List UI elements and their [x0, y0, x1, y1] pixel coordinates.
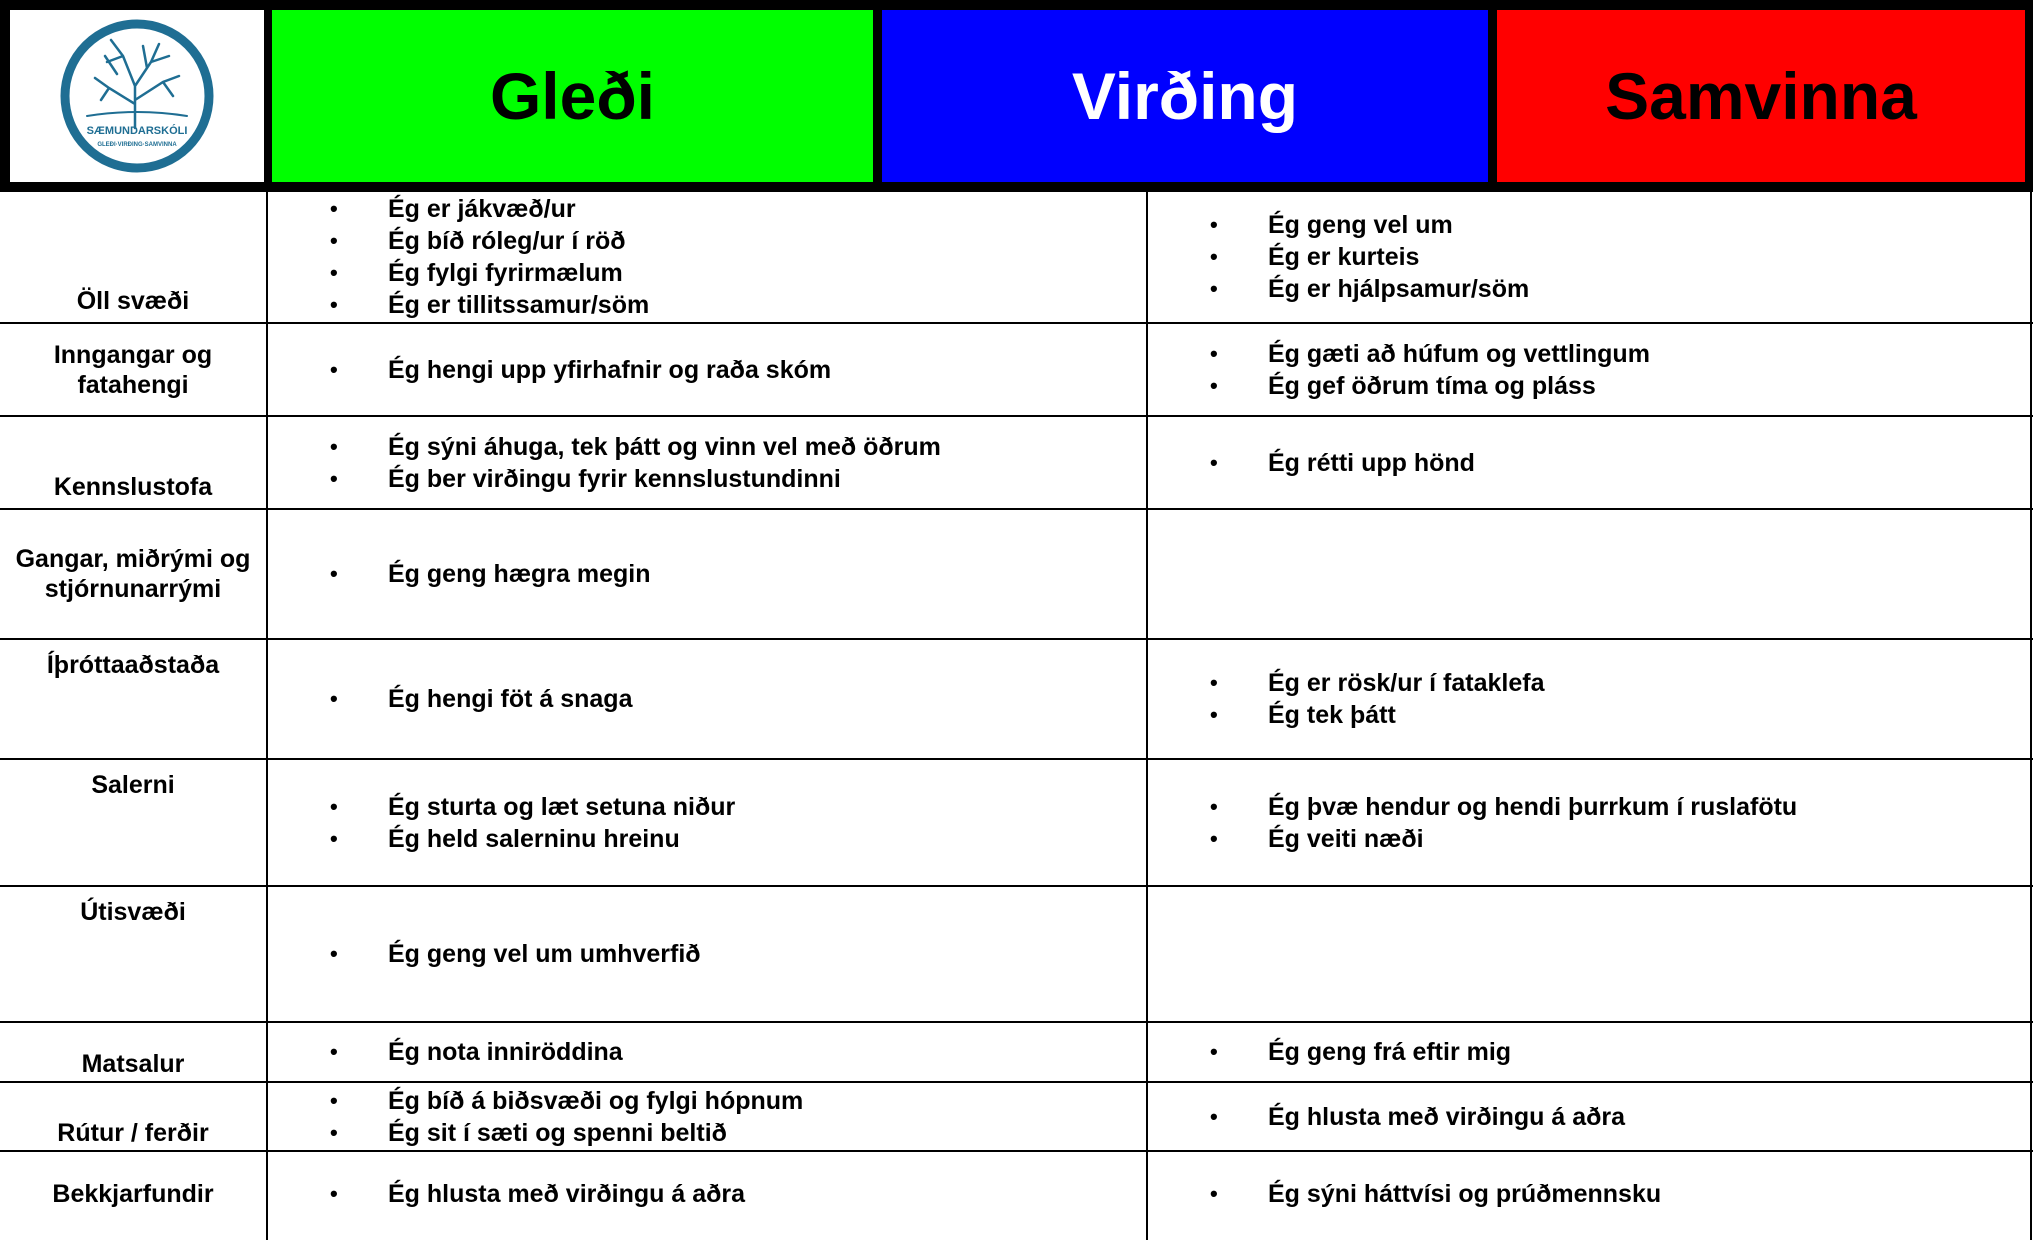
- logo-name: SÆMUNDARSKÓLI: [86, 125, 188, 137]
- left-cell: [330, 510, 651, 638]
- row-divider: [0, 885, 2033, 887]
- list-item: • Ég sýni áhuga, tek þátt og vinn vel með öðrum: [330, 431, 941, 463]
- row-divider: [0, 1081, 2033, 1083]
- list-item: • Ég þvæ hendur og hendi þurrkum í ruslafötu: [1210, 791, 1797, 823]
- list-item: • Ég hlusta með virðingu á aðra: [1210, 1101, 1625, 1133]
- zone-label: Útisvæði: [80, 898, 186, 926]
- header-bar: [0, 0, 2033, 192]
- column-header-gledi: Gleði: [272, 10, 873, 182]
- right-cell: [1210, 192, 1529, 322]
- list-item: • Ég tek þátt: [1210, 699, 1545, 731]
- list-item: • Ég er jákvæð/ur: [330, 193, 649, 225]
- left-cell: [330, 1083, 803, 1150]
- logo-tagline: GLEÐI·VIRÐING·SAMVINNA: [97, 142, 177, 148]
- list-item: • Ég hlusta með virðingu á aðra: [330, 1178, 745, 1210]
- list-item: • Ég geng frá eftir mig: [1210, 1036, 1511, 1068]
- row-divider: [0, 1021, 2033, 1023]
- list-item: • Ég ber virðingu fyrir kennslustundinni: [330, 463, 941, 495]
- zone-label: Rútur / ferðir: [57, 1119, 209, 1147]
- list-item: • Ég sturta og læt setuna niður: [330, 791, 735, 823]
- row-divider: [0, 415, 2033, 417]
- row-divider: [0, 508, 2033, 510]
- left-cell: [330, 417, 941, 508]
- zone-label: Inngangar og fatahengi: [53, 340, 213, 399]
- list-item: • Ég er hjálpsamur/söm: [1210, 273, 1529, 305]
- zone-label: Matsalur: [81, 1050, 185, 1078]
- list-item: • Ég er rösk/ur í fataklefa: [1210, 667, 1545, 699]
- right-cell: [1210, 417, 1475, 508]
- matrix-table: [0, 192, 2033, 1240]
- list-item: • Ég sýni háttvísi og prúðmennsku: [1210, 1178, 1661, 1210]
- list-item: • Ég geng hægra megin: [330, 558, 651, 590]
- left-cell: [330, 1152, 745, 1236]
- row-divider: [0, 322, 2033, 324]
- list-item: • Ég fylgi fyrirmælum: [330, 257, 649, 289]
- right-cell: [1210, 324, 1650, 415]
- list-item: • Ég sit í sæti og spenni beltið: [330, 1117, 803, 1149]
- right-cell: [1210, 1023, 1511, 1081]
- zone-label: Gangar, miðrými og stjórnunarrými: [15, 545, 251, 603]
- list-item: • Ég rétti upp hönd: [1210, 447, 1475, 479]
- list-item: • Ég veiti næði: [1210, 823, 1797, 855]
- zone-label: Bekkjarfundir: [52, 1180, 214, 1208]
- row-divider: [0, 1150, 2033, 1152]
- row-divider: [0, 638, 2033, 640]
- list-item: • Ég bíð róleg/ur í röð: [330, 225, 649, 257]
- list-item: • Ég bíð á biðsvæði og fylgi hópnum: [330, 1085, 803, 1117]
- list-item: • Ég gæti að húfum og vettlingum: [1210, 338, 1650, 370]
- list-item: • Ég geng vel um umhverfið: [330, 938, 701, 970]
- right-cell: [1210, 1152, 1661, 1236]
- list-item: • Ég er kurteis: [1210, 241, 1529, 273]
- zone-label: Öll svæði: [76, 287, 190, 315]
- left-cell: [330, 324, 831, 415]
- column-header-samvinna: Samvinna: [1497, 10, 2025, 182]
- left-cell: [330, 1023, 623, 1081]
- right-cell: [1210, 640, 1545, 758]
- list-item: • Ég hengi upp yfirhafnir og raða skóm: [330, 354, 831, 386]
- school-logo: [47, 16, 227, 176]
- list-item: • Ég hengi föt á snaga: [330, 683, 632, 715]
- zone-label: Kennslustofa: [53, 473, 213, 501]
- right-cell: [1210, 1083, 1625, 1150]
- left-cell: [330, 192, 649, 322]
- list-item: • Ég geng vel um: [1210, 209, 1529, 241]
- zone-label: Íþróttaaðstaða: [46, 651, 220, 679]
- list-item: • Ég er tillitssamur/söm: [330, 289, 649, 321]
- left-cell: [330, 760, 735, 885]
- left-cell: [330, 887, 701, 1021]
- left-cell: [330, 640, 632, 758]
- right-cell: [1210, 760, 1797, 885]
- list-item: • Ég gef öðrum tíma og pláss: [1210, 370, 1650, 402]
- column-header-virding: Virðing: [882, 10, 1488, 182]
- logo-cell: [10, 10, 264, 182]
- list-item: • Ég nota inniröddina: [330, 1036, 623, 1068]
- zone-label: Salerni: [91, 771, 175, 799]
- list-item: • Ég held salerninu hreinu: [330, 823, 735, 855]
